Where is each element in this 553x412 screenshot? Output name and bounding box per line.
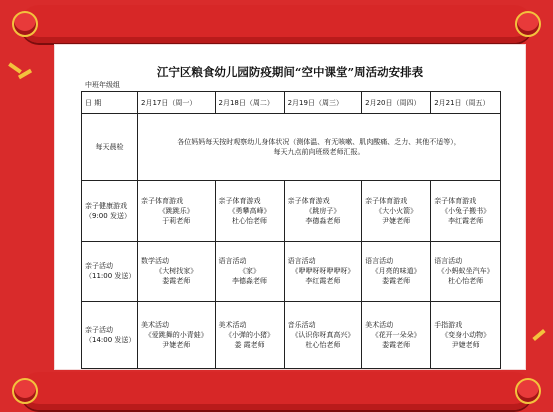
scroll-knob-left-bottom xyxy=(12,378,38,404)
activity-type: 语言活动 xyxy=(365,257,394,266)
teacher-name: 尹婕老师 xyxy=(451,340,480,349)
table-cell xyxy=(215,301,284,368)
activity-title: 《小兔子搬书》 xyxy=(441,206,491,215)
scroll-knob-left-top xyxy=(12,11,38,37)
activity-title: 《家》 xyxy=(239,267,261,276)
table-cell xyxy=(138,241,216,301)
teacher-name: 李红霞老师 xyxy=(448,216,484,225)
activity-type: 语言活动 xyxy=(287,257,316,266)
activity-title: 《小蚂蚁坐汽车》 xyxy=(437,267,494,276)
activity-type: 数学活动 xyxy=(141,257,169,266)
teacher-name: 娄霞老师 xyxy=(382,340,411,349)
teacher-name: 尹婕老师 xyxy=(382,216,411,225)
activity-type: 语言活动 xyxy=(434,257,463,266)
row-label-time: （14:00 发送） xyxy=(85,335,136,344)
activity-title: 《跳跳乐》 xyxy=(158,206,194,215)
table-cell xyxy=(215,181,284,241)
activity-title: 《爱跳舞的小青蛙》 xyxy=(144,330,208,339)
teacher-name: 李红霞老师 xyxy=(305,277,341,286)
table-row-daily-check xyxy=(82,114,501,181)
teacher-name: 尹婕老师 xyxy=(162,340,191,349)
teacher-name: 娄 霞老师 xyxy=(234,340,265,349)
header-day: 2月17日（周一） xyxy=(138,92,216,114)
activity-title: 《大树找家》 xyxy=(155,267,198,276)
activity-type: 语言活动 xyxy=(218,257,247,266)
scroll-knob-right-bottom xyxy=(515,378,541,404)
teacher-name: 李德淼老师 xyxy=(305,216,341,225)
activity-title: 《小弹的小猪》 xyxy=(225,330,275,339)
table-cell xyxy=(138,301,216,368)
row-label xyxy=(82,241,138,301)
scroll-bottom-roller xyxy=(20,372,533,410)
table-row xyxy=(82,181,501,241)
table-row xyxy=(82,241,501,301)
teacher-name: 杜心怡老师 xyxy=(232,216,268,225)
row-label-daily-check: 每天晨检 xyxy=(82,114,138,181)
row-label xyxy=(82,181,138,241)
table-cell xyxy=(362,181,431,241)
teacher-name: 杜心怡老师 xyxy=(305,340,341,349)
activity-type: 美术活动 xyxy=(218,320,247,329)
daily-check-line: 各位妈妈每天按时观察幼儿身体状况（测体温、有无咳嗽、肌肉酸痛、乏力、其他不适等）， xyxy=(177,138,461,147)
row-label-time: （11:00 发送） xyxy=(85,272,136,281)
class-group-label: 中班年级组 xyxy=(85,81,120,89)
table-cell xyxy=(431,241,501,301)
row-label-time: （9:00 发送） xyxy=(85,211,131,220)
activity-title: 《跳房子》 xyxy=(305,206,341,215)
header-day: 2月20日（周四） xyxy=(362,92,431,114)
activity-title: 《变身小动物》 xyxy=(441,330,491,339)
header-date: 日 期 xyxy=(82,92,138,114)
table-cell xyxy=(138,181,216,241)
daily-check-line: 每天九点前向班级老师汇报。 xyxy=(273,148,365,157)
activity-type: 亲子体育游戏 xyxy=(141,196,183,205)
teacher-name: 娄霞老师 xyxy=(382,277,411,286)
activity-title: 《咿咿呀呀咿咿呀》 xyxy=(291,267,355,276)
activity-type: 美术活动 xyxy=(141,320,169,329)
table-cell xyxy=(431,181,501,241)
activity-type: 美术活动 xyxy=(365,320,394,329)
activity-type: 亲子体育游戏 xyxy=(365,196,408,205)
row-label-line: 亲子活动 xyxy=(85,262,113,271)
daily-check-note xyxy=(138,114,501,181)
table-cell xyxy=(284,241,362,301)
table-cell xyxy=(362,301,431,368)
teacher-name: 李德淼老师 xyxy=(232,277,268,286)
teacher-name: 娄霞老师 xyxy=(162,277,191,286)
header-day: 2月21日（周五） xyxy=(431,92,501,114)
teacher-name: 杜心怡老师 xyxy=(448,277,484,286)
activity-title: 《大小火箭》 xyxy=(375,206,418,215)
row-label-line: 亲子健康游戏 xyxy=(85,201,127,210)
activity-type: 亲子体育游戏 xyxy=(434,196,477,205)
document-title: 江宁区粮食幼儿园防疫期间“空中课堂”周活动安排表 xyxy=(156,65,424,79)
header-day: 2月18日（周二） xyxy=(215,92,284,114)
table-cell xyxy=(284,181,362,241)
activity-title: 《勇攀高峰》 xyxy=(228,206,271,215)
table-header-row xyxy=(82,92,501,114)
activity-title: 《认识你呀真高兴》 xyxy=(291,330,355,339)
schedule-paper xyxy=(55,45,525,369)
activity-type: 音乐活动 xyxy=(287,320,316,329)
table-cell xyxy=(215,241,284,301)
row-label-line: 亲子活动 xyxy=(85,325,113,334)
scroll-knob-right-top xyxy=(515,11,541,37)
scroll-top-roller xyxy=(20,5,533,43)
table-cell xyxy=(284,301,362,368)
activity-title: 《月亮的味道》 xyxy=(371,267,421,276)
activity-type: 亲子体育游戏 xyxy=(218,196,261,205)
row-label xyxy=(82,301,138,368)
teacher-name: 于莉老师 xyxy=(162,216,191,225)
table-cell xyxy=(431,301,501,368)
table-cell xyxy=(362,241,431,301)
activity-title: 《花开一朵朵》 xyxy=(371,330,421,339)
activity-type: 亲子体育游戏 xyxy=(287,196,330,205)
table-row xyxy=(82,301,501,368)
header-day: 2月19日（周三） xyxy=(284,92,362,114)
activity-type: 手指游戏 xyxy=(434,320,463,329)
schedule-table xyxy=(81,91,501,369)
